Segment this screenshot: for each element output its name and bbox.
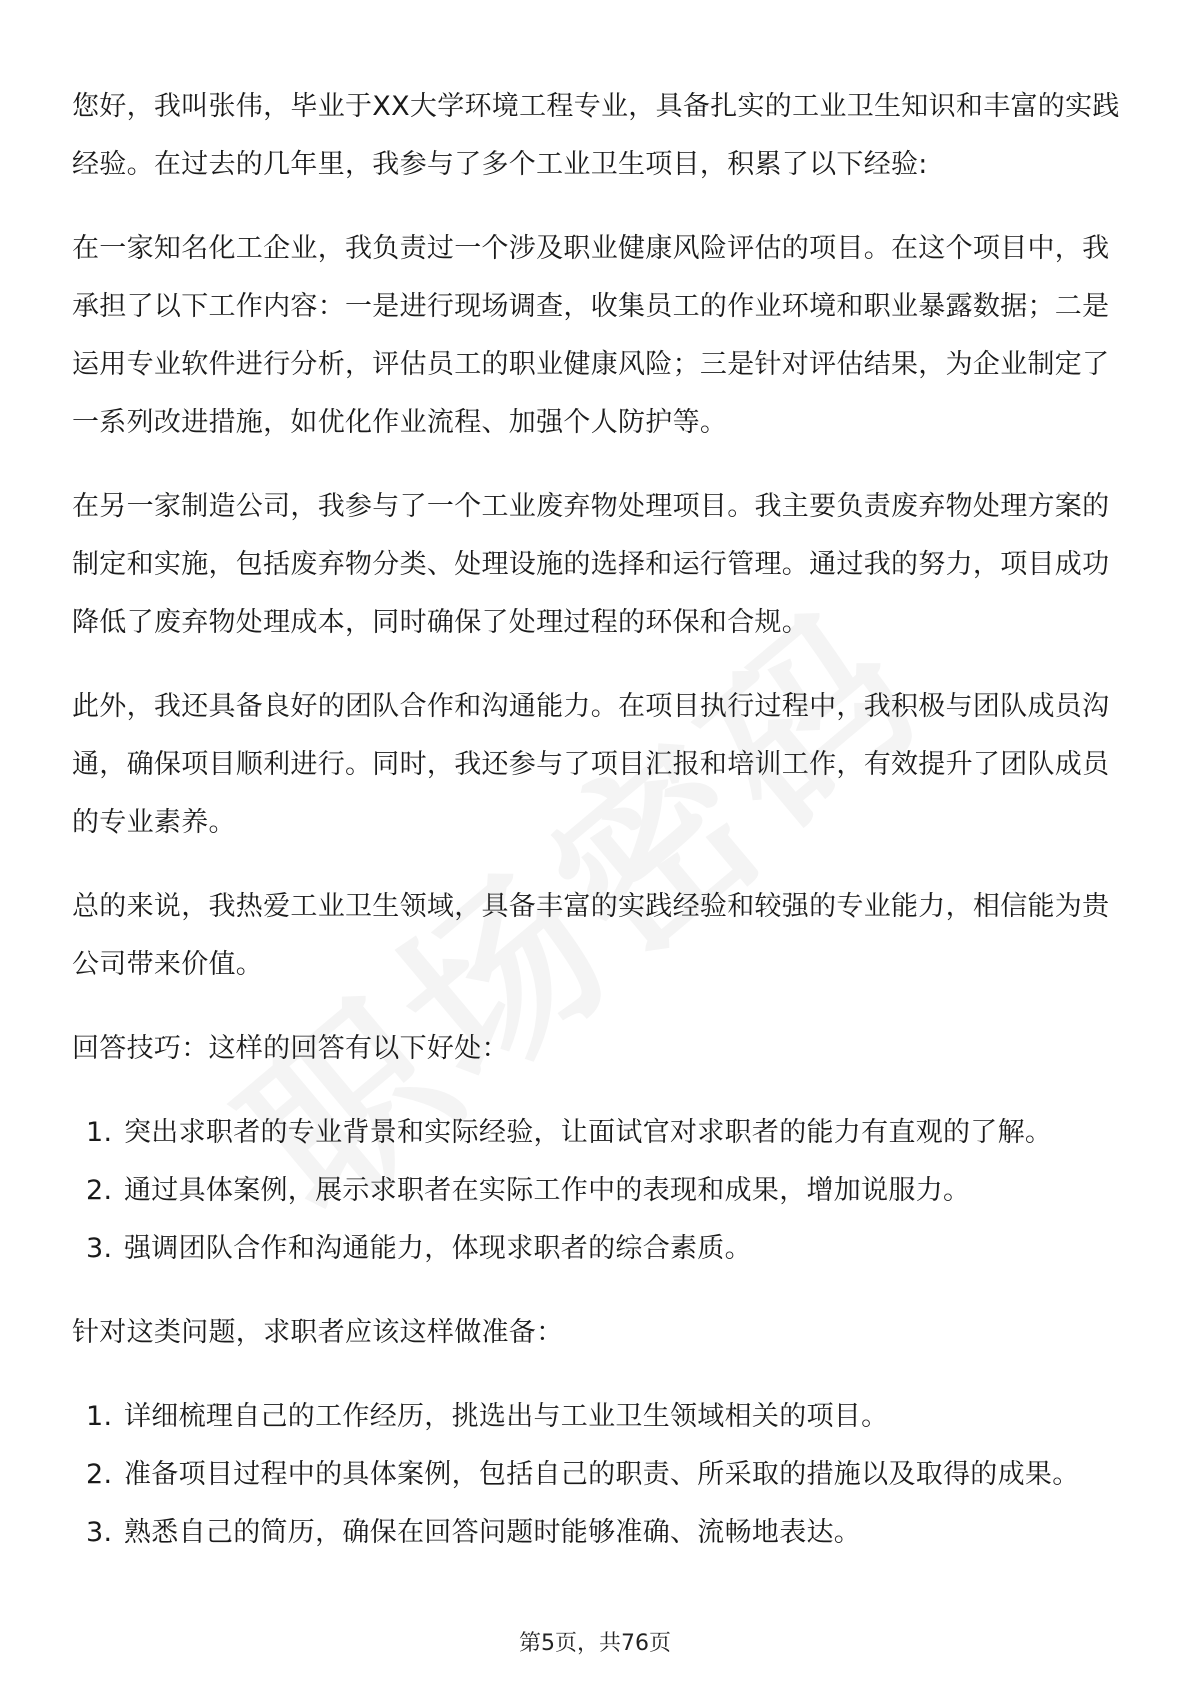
list-number: 2. [86,1175,113,1206]
list-text: 通过具体案例，展示求职者在实际工作中的表现和成果，增加说服力。 [124,1175,971,1206]
list-number: 2. [86,1459,113,1490]
list-number: 3. [86,1233,113,1264]
prep-list [72,1388,1120,1562]
list-text: 强调团队合作和沟通能力，体现求职者的综合素质。 [124,1233,752,1264]
list-text: 准备项目过程中的具体案例，包括自己的职责、所采取的措施以及取得的成果。 [124,1459,1080,1490]
paragraph-teamwork: 此外，我还具备良好的团队合作和沟通能力。在项目执行过程中，我积极与团队成员沟通，确保项目顺利进行。同时，我还参与了项目汇报和培训工作，有效提升了团队成员的专业素养。 [72,691,1110,838]
list-number: 3. [86,1517,113,1548]
prep-heading: 针对这类问题，求职者应该这样做准备： [72,1317,564,1348]
tips-heading: 回答技巧：这样的回答有以下好处： [72,1033,509,1064]
list-text: 熟悉自己的简历，确保在回答问题时能够准确、流畅地表达。 [124,1517,862,1548]
paragraph-project-2: 在另一家制造公司，我参与了一个工业废弃物处理项目。我主要负责废弃物处理方案的制定和实施，包括废弃物分类、处理设施的选择和运行管理。通过我的努力，项目成功降低了废弃物处理成本，同时确保了处理过程的环保和合规。 [72,491,1110,638]
list-item [72,1504,1120,1562]
list-number: 1. [86,1401,113,1432]
document-body [72,78,1120,1588]
list-text: 突出求职者的专业背景和实际经验，让面试官对求职者的能力有直观的了解。 [124,1117,1053,1148]
list-item [72,1388,1120,1446]
paragraph-summary: 总的来说，我热爱工业卫生领域，具备丰富的实践经验和较强的专业能力，相信能为贵公司带来价值。 [72,891,1110,980]
list-item [72,1104,1120,1162]
paragraph-project-1: 在一家知名化工企业，我负责过一个涉及职业健康风险评估的项目。在这个项目中，我承担了以下工作内容：一是进行现场调查，收集员工的作业环境和职业暴露数据；二是运用专业软件进行分析，评估员工的职业健康风险；三是针对评估结果，为企业制定了一系列改进措施，如优化作业流程、加强个人防护等。 [72,233,1110,438]
list-number: 1. [86,1117,113,1148]
paragraph-intro: 您好，我叫张伟，毕业于XX大学环境工程专业，具备扎实的工业卫生知识和丰富的实践经验。在过去的几年里，我参与了多个工业卫生项目，积累了以下经验: [72,91,1120,180]
page-footer: 第5页，共76页 [519,1631,671,1656]
list-item [72,1446,1120,1504]
tips-list [72,1104,1120,1278]
list-item [72,1220,1120,1278]
list-text: 详细梳理自己的工作经历，挑选出与工业卫生领域相关的项目。 [124,1401,889,1432]
list-item [72,1162,1120,1220]
